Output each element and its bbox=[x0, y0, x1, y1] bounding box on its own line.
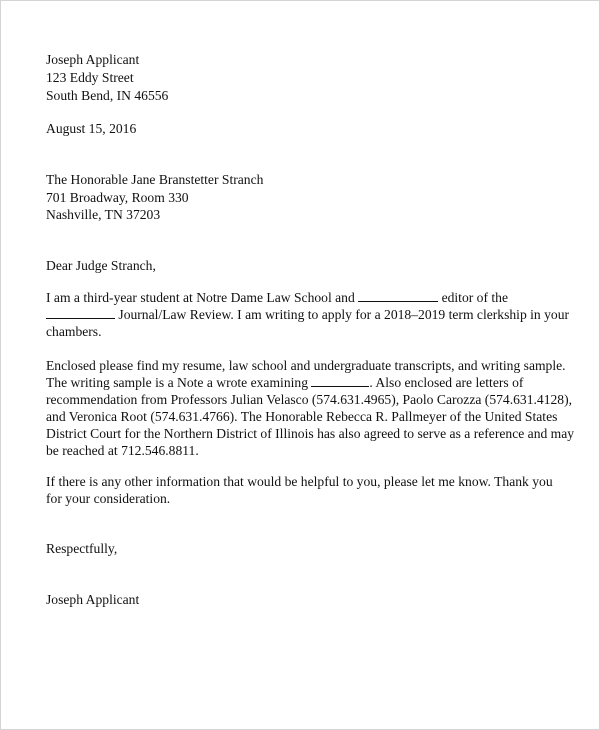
recipient-city-state-zip: Nashville, TN 37203 bbox=[46, 207, 161, 222]
paragraph1-text: Journal/Law Review. I am writing to apply for a 2018–2019 term clerkship in your bbox=[115, 307, 570, 322]
paragraph2-line1: Enclosed please find my resume, law school and undergraduate transcripts, and writing sample. bbox=[46, 358, 566, 373]
editor-position-blank bbox=[358, 290, 438, 302]
paragraph2-line6: be reached at 712.546.8811. bbox=[46, 443, 199, 458]
recipient-street: 701 Broadway, Room 330 bbox=[46, 190, 189, 205]
paragraph3-line1: If there is any other information that would be helpful to you, please let me know. Thank you bbox=[46, 474, 553, 489]
paragraph2-line3: recommendation from Professors Julian Velasco (574.631.4965), Paolo Carozza (574.631.4128), bbox=[46, 392, 573, 407]
paragraph2-line4: and Veronica Root (574.631.4766). The Honorable Rebecca R. Pallmeyer of the United States bbox=[46, 409, 558, 424]
salutation: Dear Judge Stranch, bbox=[46, 258, 156, 273]
paragraph1-text: I am a third-year student at Notre Dame Law School and bbox=[46, 290, 359, 305]
paragraph2-line2 bbox=[46, 374, 523, 391]
paragraph2-text: The writing sample is a Note a wrote examining bbox=[46, 375, 312, 390]
paragraph2-line5: District Court for the Northern District of Illinois has also agreed to serve as a reference and may bbox=[46, 426, 575, 441]
journal-name-blank bbox=[46, 307, 115, 319]
sender-street: 123 Eddy Street bbox=[46, 70, 134, 85]
paragraph1-line1 bbox=[46, 289, 508, 306]
paragraph3-line2: for your consideration. bbox=[46, 491, 171, 506]
paragraph1-line3: chambers. bbox=[46, 324, 102, 339]
recipient-name: The Honorable Jane Branstetter Stranch bbox=[46, 172, 264, 187]
sender-city-state-zip: South Bend, IN 46556 bbox=[46, 88, 169, 103]
paragraph1-line2 bbox=[46, 306, 569, 323]
note-topic-blank bbox=[311, 375, 369, 387]
signature: Joseph Applicant bbox=[46, 592, 140, 607]
paragraph1-text: editor of the bbox=[438, 290, 509, 305]
paragraph2-text: . Also enclosed are letters of bbox=[369, 375, 524, 390]
closing: Respectfully, bbox=[46, 541, 118, 556]
sender-name: Joseph Applicant bbox=[46, 52, 140, 67]
letter-date: August 15, 2016 bbox=[46, 121, 137, 136]
